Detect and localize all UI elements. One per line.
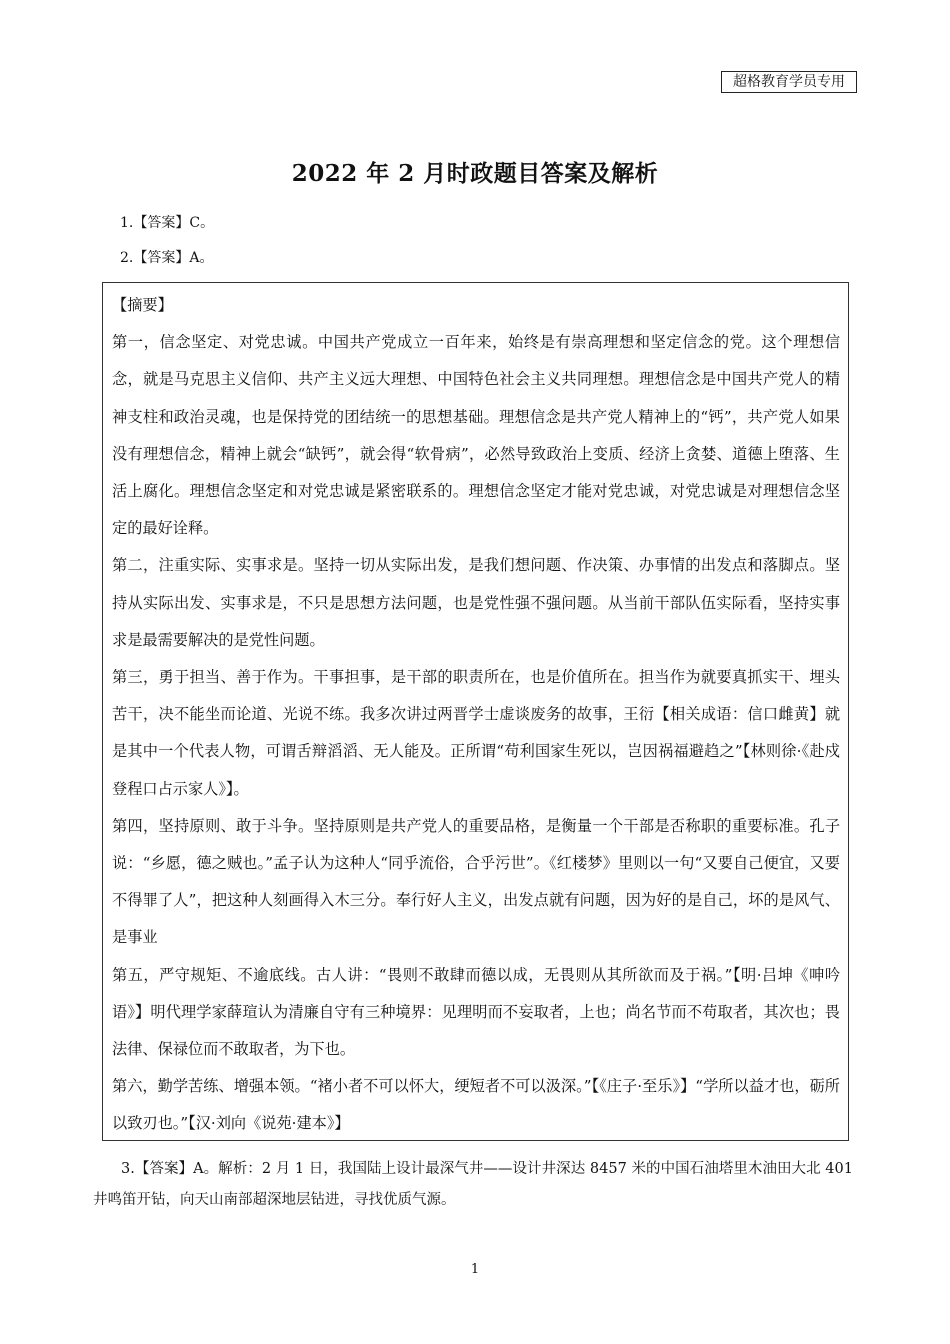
summary-paragraph-6: 第六，勤学苦练、增强本领。“褚小者不可以怀大，绠短者不可以汲深。”【《庄子·至乐》】“学所以益才也，砺所以致刃也。”【汉·刘向《说苑·建本》】	[112, 1077, 840, 1133]
summary-box	[102, 282, 849, 1141]
summary-paragraph-4: 第四，坚持原则、敢于斗争。坚持原则是共产党人的重要品格，是衡量一个干部是否称职的重要标准。孔子说：“乡愿，德之贼也。”孟子认为这种人“同乎流俗，合乎污世”。《红楼梦》里则以一句“又要自己便宜，又要不得罪了人”，把这种人刻画得入木三分。奉行好人主义，出发点就有问题，因为好的是自己，坏的是风气、是事业	[112, 816, 840, 947]
summary-heading: 【摘要】	[112, 296, 173, 314]
header-tag: 超格教育学员专用	[721, 71, 857, 93]
summary-paragraph-5: 第五，严守规矩、不逾底线。古人讲：“畏则不敢肆而德以成，无畏则从其所欲而及于祸。”【明·吕坤《呻吟语》】明代理学家薛瑄认为清廉自守有三种境界：见理明而不妄取者，上也；尚名节而不苟取者，其次也；畏法律、保禄位而不敢取者，为下也。	[112, 965, 840, 1059]
summary-paragraph-1: 第一，信念坚定、对党忠诚。中国共产党成立一百年来，始终是有崇高理想和坚定信念的党。这个理想信念，就是马克思主义信仰、共产主义远大理想、中国特色社会主义共同理想。理想信念是中国共产党人的精神支柱和政治灵魂，也是保持党的团结统一的思想基础。理想信念是共产党人精神上的“钙”，共产党人如果没有理想信念，精神上就会“缺钙”，就会得“软骨病”，必然导致政治上变质、经济上贪婪、道德上堕落、生活上腐化。理想信念坚定和对党忠诚是紧密联系的。理想信念坚定才能对党忠诚，对党忠诚是对理想信念坚定的最好诠释。	[112, 333, 840, 538]
summary-paragraph-3: 第三，勇于担当、善于作为。干事担事，是干部的职责所在，也是价值所在。担当作为就要真抓实干、埋头苦干，决不能坐而论道、光说不练。我多次讲过两晋学士虚谈废务的故事，王衍【相关成语：信口雌黄】就是其中一个代表人物，可谓舌辩滔滔、无人能及。正所谓“苟利国家生死以，岂因祸福避趋之”【林则徐·《赴戍登程口占示家人》】。	[112, 668, 840, 798]
answer-1: 1.【答案】C。	[120, 215, 215, 231]
summary-paragraph-2: 第二，注重实际、实事求是。坚持一切从实际出发，是我们想问题、作决策、办事情的出发点和落脚点。坚持从实际出发、实事求是，不只是思想方法问题，也是党性强不强问题。从当前干部队伍实际看，坚持实事求是最需要解决的是党性问题。	[112, 556, 840, 649]
page-number: 1	[470, 1262, 480, 1277]
page-title: 2022 年 2 月时政题目答案及解析	[291, 160, 659, 187]
answer-3: 3.【答案】A。解析：2 月 1 日，我国陆上设计最深气井——设计井深达 8457 米的中国石油塔里木油田大北 401 井鸣笛开钻，向天山南部超深地层钻进，寻找优质气源。	[93, 1161, 853, 1208]
answer-2: 2.【答案】A。	[120, 250, 214, 266]
